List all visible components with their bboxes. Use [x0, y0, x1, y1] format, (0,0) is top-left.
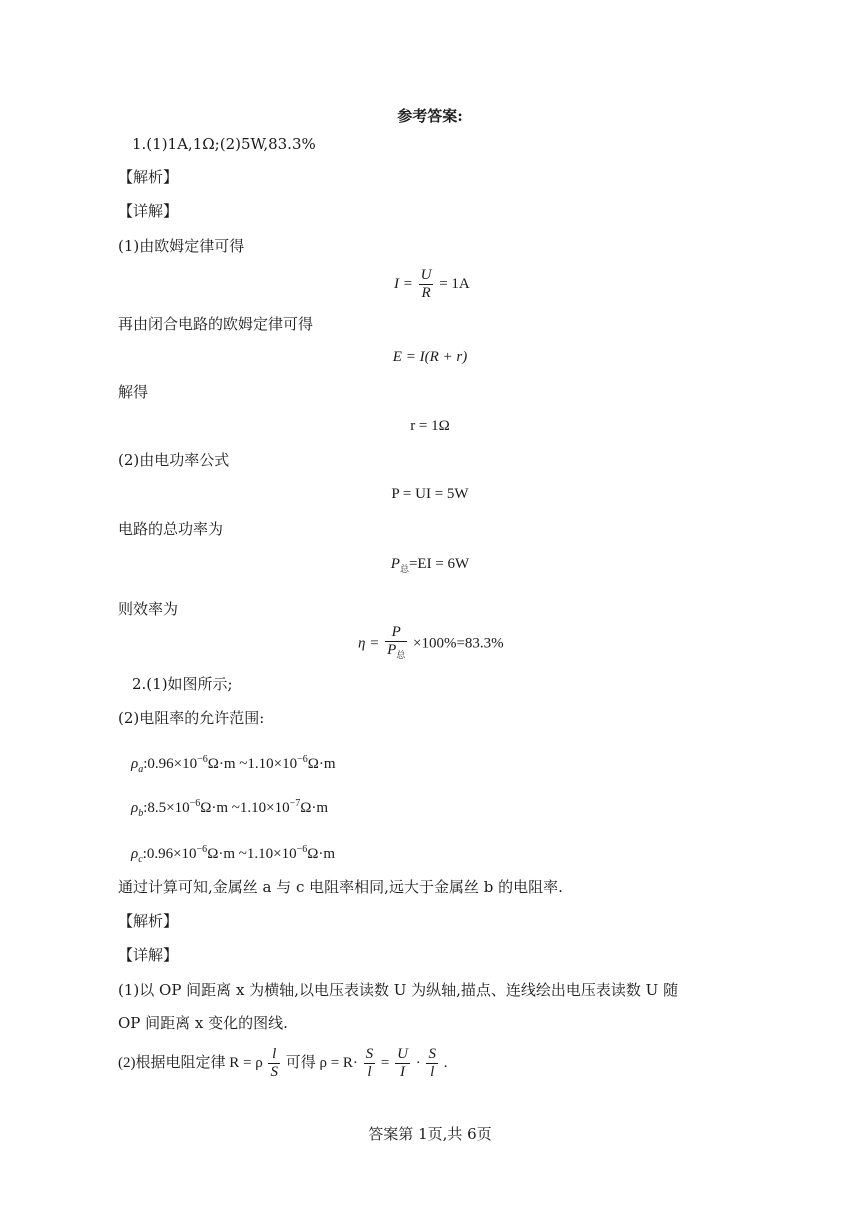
- deriv-frac3-num: U: [397, 1046, 408, 1063]
- deriv-part-b: 可得 ρ = R·: [285, 1055, 358, 1071]
- rho-b-unit: Ω·m: [300, 800, 329, 816]
- rho-b-low: :8.5×10: [143, 800, 190, 816]
- q1-step3-text: 解得: [118, 383, 149, 401]
- page-footer: 答案第 1页,共 6页: [368, 1125, 492, 1143]
- deriv-frac1-den: S: [270, 1064, 278, 1081]
- rho-b-subscript: b: [138, 808, 144, 819]
- rho-b-symbol: ρ: [131, 800, 139, 816]
- eq6-den-sub: 总: [396, 650, 406, 660]
- rho-c-exp2: −6: [296, 844, 308, 855]
- rho-c-subscript: c: [138, 854, 143, 865]
- deriv-frac1-num: l: [268, 1046, 280, 1064]
- eq6-numerator: P: [385, 624, 407, 642]
- q1-equation-ohm: [394, 266, 470, 302]
- q1-equation-efficiency: [358, 624, 504, 664]
- q2-analysis-heading: 【解析】: [118, 912, 179, 930]
- deriv-frac4-num: S: [428, 1046, 436, 1063]
- q2-resistivity-derivation: [118, 1044, 447, 1082]
- eq5-sub: 总: [399, 564, 409, 574]
- rho-c-symbol: ρ: [131, 846, 139, 862]
- deriv-frac2-num: S: [365, 1046, 374, 1063]
- q2-conclusion: 通过计算可知,金属丝 a 与 c 电阻率相同,远大于金属丝 b 的电阻率.: [118, 878, 563, 896]
- deriv-equals: =: [380, 1055, 390, 1071]
- rho-a-exp2: −6: [297, 754, 308, 765]
- rho-c-mid: Ω·m ~1.10×10: [207, 846, 297, 862]
- q1-analysis-heading: 【解析】: [118, 168, 179, 186]
- q1-detail-heading: 【详解】: [118, 202, 179, 220]
- eq5-p: P: [390, 556, 400, 572]
- rho-b-range: [131, 794, 328, 824]
- rho-c-range: [131, 840, 335, 870]
- eq6-left: η =: [358, 635, 380, 652]
- deriv-frac3-den: I: [400, 1064, 406, 1081]
- rho-a-exp1: −6: [197, 754, 208, 765]
- deriv-frac2-den: l: [367, 1064, 372, 1081]
- rho-c-low: :0.96×10: [142, 846, 197, 862]
- q2-step-graph-line1: (1)以 OP 间距离 x 为横轴,以电压表读数 U 为纵轴,描点、连线绘出电压表读数 U 随: [118, 981, 679, 999]
- q1-step1-text: (1)由欧姆定律可得: [118, 237, 245, 255]
- deriv-period: .: [443, 1055, 448, 1071]
- eq6-right: ×100%=83.3%: [413, 635, 504, 652]
- rho-a-low: :0.96×10: [143, 756, 198, 772]
- eq1-numerator: U: [420, 267, 432, 284]
- rho-b-mid: Ω·m ~1.10×10: [200, 800, 290, 816]
- rho-b-exp2: −7: [289, 798, 301, 809]
- rho-a-unit: Ω·m: [307, 756, 336, 772]
- rho-a-symbol: ρ: [131, 756, 139, 772]
- q2-step-graph-line2: OP 间距离 x 变化的图线.: [118, 1014, 288, 1032]
- page-title: 参考答案:: [397, 107, 463, 125]
- rho-c-exp1: −6: [196, 844, 208, 855]
- deriv-dot: ·: [415, 1055, 421, 1071]
- eq5-rest: =EI = 6W: [408, 556, 470, 572]
- q1-step6-text: 则效率为: [118, 600, 179, 618]
- eq1-denominator: R: [421, 285, 431, 302]
- q1-step5-text: 电路的总功率为: [118, 520, 224, 538]
- q2-detail-heading: 【详解】: [118, 946, 179, 964]
- q1-equation-total-power: [0, 554, 860, 579]
- rho-b-exp1: −6: [189, 798, 201, 809]
- q2-answer: 2.(1)如图所示;: [132, 675, 233, 693]
- rho-a-mid: Ω·m ~1.10×10: [207, 756, 298, 772]
- rho-c-unit: Ω·m: [307, 846, 336, 862]
- q1-equation-closed-circuit: E = I(R + r): [392, 349, 468, 365]
- q2-step1-text: (2)电阻率的允许范围:: [118, 709, 265, 727]
- eq1-right: = 1A: [439, 276, 470, 292]
- q1-equation-r: r = 1Ω: [410, 418, 450, 434]
- q1-equation-power: P = UI = 5W: [391, 486, 469, 502]
- q1-step4-text: (2)由电功率公式: [118, 451, 230, 469]
- rho-a-subscript: a: [138, 764, 144, 775]
- eq1-left: I =: [394, 276, 413, 292]
- deriv-frac4-den: l: [430, 1064, 435, 1081]
- q1-step2-text: 再由闭合电路的欧姆定律可得: [118, 315, 314, 333]
- q1-answer: 1.(1)1A,1Ω;(2)5W,83.3%: [132, 135, 316, 153]
- deriv-part-a: (2)根据电阻定律 R = ρ: [118, 1055, 263, 1071]
- eq6-denominator: P: [387, 642, 397, 658]
- rho-a-range: [131, 750, 336, 780]
